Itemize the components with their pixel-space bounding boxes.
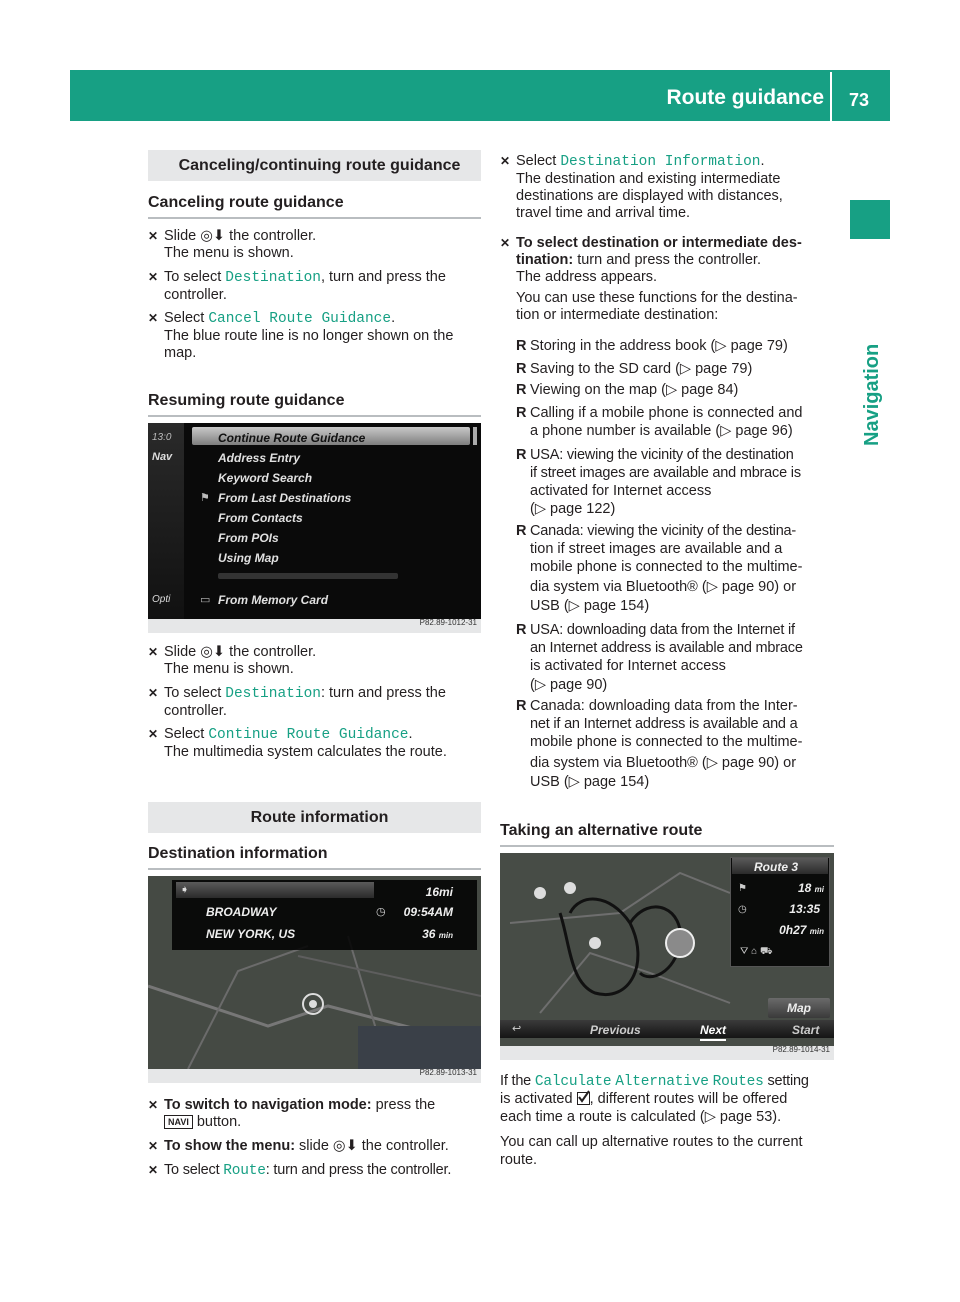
bullet-text: Saving to the SD card (▷ page 79): [530, 361, 753, 377]
figure-code: P82.89-1014-31: [772, 1045, 830, 1054]
route-distance-unit: mi: [814, 885, 824, 894]
clock-icon: ◷: [376, 906, 386, 918]
paragraph-line: You can call up alternative routes to the current: [500, 1134, 803, 1150]
heading-rule: [148, 217, 481, 219]
bullet-text: activated for Internet access: [530, 483, 712, 499]
step-arrow-icon: ✕: [148, 686, 159, 700]
start-button[interactable]: Start: [792, 1023, 820, 1037]
controller-slide-icon: ◎⬇: [332, 1138, 358, 1154]
bullet-text: USA: viewing the vicinity of the destination: [530, 447, 794, 463]
bullet-text: is activated for Internet access: [530, 658, 726, 674]
bullet-icon: R: [516, 698, 527, 714]
step-arrow-icon: ✕: [148, 727, 159, 741]
previous-button[interactable]: Previous: [590, 1023, 641, 1037]
bullet-text: (▷ page 122): [530, 501, 616, 517]
text: Select: [164, 310, 209, 326]
side-tab-label: Navigation: [861, 343, 883, 446]
result-text: The blue route line is no longer shown on the: [164, 328, 454, 344]
menu-item-keyword-search: Keyword Search: [218, 471, 313, 485]
text: .: [760, 153, 765, 169]
text: slide: [295, 1138, 333, 1154]
bullet-text: USB (▷ page 154): [530, 598, 650, 614]
screenshot-destination-info: [148, 876, 481, 1083]
menu-term: Continue Route Guidance: [208, 727, 409, 743]
text: You can use these functions for the destina-: [516, 290, 798, 306]
text: button.: [192, 1114, 242, 1130]
flag-icon: ⚑: [738, 883, 747, 894]
controller-slide-icon: ◎⬇: [200, 644, 226, 660]
section-banner-canceling: Canceling/continuing route guidance: [148, 150, 481, 181]
bullet-text: a phone number is available (▷ page 96): [530, 423, 793, 439]
bullet-text: Storing in the address book (▷ page 79): [530, 338, 788, 354]
bullet-text: mobile phone is connected to the multime-: [530, 559, 803, 575]
text: the controller.: [357, 1138, 449, 1154]
step-arrow-icon: ✕: [148, 645, 159, 659]
route-distance-text: 18: [797, 881, 812, 895]
text: Select: [164, 726, 209, 742]
text: : turn and press the: [320, 685, 446, 701]
text: .: [391, 310, 396, 326]
step-arrow-icon: ✕: [148, 229, 159, 243]
step-arrow-icon: ✕: [148, 1163, 159, 1177]
text: .: [408, 726, 413, 742]
bullet-text: Canada: downloading data from the Inter-: [530, 698, 798, 714]
route-duration-unit: min: [809, 927, 824, 936]
paragraph-line: route.: [500, 1152, 538, 1168]
menu-term: Alternative: [615, 1074, 709, 1090]
route-title-text: Route 3: [754, 860, 799, 874]
bullet-text: dia system via Bluetooth® (▷ page 90) or: [530, 755, 797, 771]
step-label: To select destination or intermediate des-: [516, 235, 802, 251]
bullet-text: USA: downloading data from the Internet if: [530, 622, 795, 638]
city-text: NEW YORK, US: [206, 927, 296, 941]
figure-code: P82.89-1013-31: [419, 1068, 477, 1077]
menu-term: Destination: [225, 270, 321, 286]
bullet-text: net if an Internet address is available and a: [530, 716, 798, 732]
page-section-title: Route guidance: [666, 86, 824, 109]
clock-text: 13:0: [152, 432, 172, 443]
menu-term: Cancel Route Guidance: [208, 311, 392, 327]
text: tion or intermediate destination:: [516, 307, 719, 323]
bullet-icon: R: [516, 338, 527, 354]
menu-item-from-last-destinations: From Last Destinations: [218, 491, 352, 505]
bottom-bar: [500, 1020, 834, 1038]
disabled-item-bar: [218, 573, 398, 579]
step-label: To switch to navigation mode:: [164, 1097, 372, 1113]
next-button[interactable]: Next: [700, 1022, 726, 1041]
bullet-icon: R: [516, 523, 527, 539]
options-text: Opti: [152, 594, 171, 605]
heading-destination-information: Destination information: [148, 845, 328, 862]
step-arrow-icon: ✕: [148, 1139, 159, 1153]
text: the controller.: [225, 228, 317, 244]
route-duration-text: 0h27: [779, 923, 807, 937]
bullet-text: if street images are available and mbrace is: [530, 465, 801, 481]
menu-term: Destination: [225, 686, 321, 702]
navi-button-icon: NAVI: [164, 1115, 193, 1129]
checkbox-checked-icon: [577, 1092, 590, 1105]
header-divider: [830, 72, 832, 121]
paragraph-line: each time a route is calculated (▷ page 53).: [500, 1109, 782, 1125]
menu-term: Routes: [712, 1074, 764, 1090]
heading-alternative-route: Taking an alternative route: [500, 822, 703, 839]
step-label: To show the menu:: [164, 1138, 296, 1154]
result-text: The menu is shown.: [164, 245, 294, 261]
screenshot-alternative-route: [500, 853, 834, 1060]
step-arrow-icon: ✕: [148, 1098, 159, 1112]
heading-rule: [148, 868, 481, 870]
panel-top-bar: [176, 882, 374, 898]
figure-code: P82.89-1012-31: [419, 618, 477, 627]
bullet-text: dia system via Bluetooth® (▷ page 90) or: [530, 579, 797, 595]
step-arrow-icon: ✕: [500, 154, 511, 168]
travel-minutes-unit: min: [438, 931, 453, 940]
menu-term: Route: [223, 1163, 266, 1179]
bullet-text: tion if street images are available and a: [530, 541, 783, 557]
text: controller.: [164, 287, 227, 303]
distance-text: 16mi: [425, 885, 453, 899]
bullet-icon: R: [516, 447, 527, 463]
bullet-text: mobile phone is connected to the multime-: [530, 734, 803, 750]
menu-item-from-contacts: From Contacts: [218, 511, 303, 525]
bullet-text: USB (▷ page 154): [530, 774, 650, 790]
menu-item-continue-route-guidance: Continue Route Guidance: [218, 431, 366, 445]
step-label: tination:: [516, 252, 574, 268]
back-icon[interactable]: ↩: [512, 1023, 522, 1035]
bullet-text: (▷ page 90): [530, 677, 608, 693]
text: setting: [763, 1073, 809, 1089]
bullet-text: Canada: viewing the vicinity of the destina-: [530, 523, 797, 539]
scrollbar: [473, 427, 477, 445]
side-tab-block: [850, 200, 890, 239]
bullet-text: Calling if a mobile phone is connected and: [530, 405, 803, 421]
section-banner-route-information: Route information: [148, 802, 481, 833]
text: the controller.: [225, 644, 317, 660]
result-text: map.: [164, 345, 197, 361]
heading-rule: [500, 845, 834, 847]
street-text: BROADWAY: [206, 905, 277, 919]
route-options-icons: ⛛ ⌂ ⛟: [740, 946, 773, 957]
result-text: destinations are displayed with distances,: [516, 188, 783, 204]
result-text: The menu is shown.: [164, 661, 294, 677]
text: Select: [516, 153, 561, 169]
step-arrow-icon: ✕: [148, 270, 159, 284]
checkmark-icon: [577, 1090, 590, 1103]
paragraph-line: [500, 1091, 787, 1108]
result-text: travel time and arrival time.: [516, 205, 691, 221]
text: To select: [164, 685, 226, 701]
text: : turn and press the controller.: [265, 1162, 452, 1178]
menu-item-address-entry: Address Entry: [218, 451, 301, 465]
heading-canceling-route-guidance: Canceling route guidance: [148, 194, 344, 211]
bullet-icon: R: [516, 361, 527, 377]
bullet-text: Viewing on the map (▷ page 84): [530, 382, 739, 398]
result-text: The address appears.: [516, 269, 658, 285]
sd-card-icon: ▭: [200, 594, 211, 606]
arrival-time-text: 09:54AM: [403, 905, 453, 919]
map-button[interactable]: Map: [768, 998, 830, 1018]
menu-item-from-memory-card: From Memory Card: [218, 593, 329, 607]
heading-resuming-route-guidance: Resuming route guidance: [148, 392, 345, 409]
nav-text: Nav: [152, 451, 173, 463]
bullet-icon: R: [516, 382, 527, 398]
text: turn and press the controller.: [573, 252, 761, 268]
direction-icon: ➧: [180, 884, 190, 896]
travel-minutes-text: 36: [422, 927, 436, 941]
menu-term: Calculate: [534, 1074, 612, 1090]
controller-slide-icon: ◎⬇: [200, 228, 226, 244]
result-text: The destination and existing intermediate: [516, 171, 781, 187]
bullet-text: an Internet address is available and mbrace: [530, 640, 803, 656]
heading-rule: [148, 415, 481, 417]
text: press the: [371, 1097, 436, 1113]
menu-item-using-map: Using Map: [218, 551, 279, 565]
text: To select: [164, 1162, 224, 1178]
left-panel: [148, 423, 184, 619]
bullet-icon: R: [516, 622, 527, 638]
text: Slide: [164, 228, 201, 244]
text: , turn and press the: [320, 269, 446, 285]
step-arrow-icon: ✕: [500, 236, 511, 250]
text: is activated: [500, 1091, 577, 1107]
paragraph-alternative-routes: [500, 1073, 809, 1091]
result-text: The multimedia system calculates the route.: [164, 744, 447, 760]
page-number: 73: [849, 90, 870, 110]
menu-term: Destination Information: [560, 154, 761, 170]
screenshot-resume-menu: [148, 423, 481, 633]
bullet-icon: R: [516, 405, 527, 421]
text: , different routes will be offered: [589, 1091, 788, 1107]
text: If the: [500, 1073, 535, 1089]
text: controller.: [164, 703, 227, 719]
text: Slide: [164, 644, 201, 660]
route-arrival-text: 13:35: [789, 902, 820, 916]
side-tab: [861, 246, 884, 446]
menu-item-from-pois: From POIs: [218, 531, 279, 545]
clock-icon: ◷: [738, 904, 747, 915]
flag-icon: ⚑: [200, 492, 210, 504]
step-arrow-icon: ✕: [148, 311, 159, 325]
text: To select: [164, 269, 226, 285]
